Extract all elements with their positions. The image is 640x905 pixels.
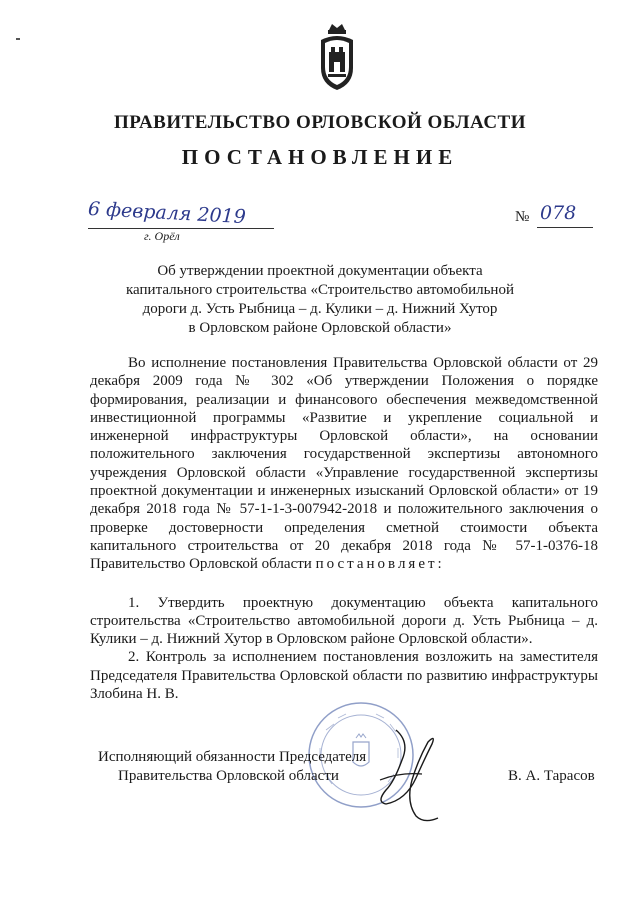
decree-item-1: 1. Утвердить проектную документацию объекта капитального строительства «Строительство автомобильной дороги д. Усть Рыбница – д. Кулики – д. Нижний Хутор в Орловском районе Орловской области». <box>90 594 598 648</box>
document-body <box>90 354 598 703</box>
city-label: г. Орёл <box>144 229 180 243</box>
subject-line: дороги д. Усть Рыбница – д. Кулики – д. Нижний Хутор <box>142 301 498 317</box>
handwritten-signature-icon <box>366 720 446 830</box>
orel-coat-of-arms-icon <box>319 22 355 92</box>
preamble-paragraph <box>90 354 598 574</box>
government-title: ПРАВИТЕЛЬСТВО ОРЛОВСКОЙ ОБЛАСТИ <box>113 112 526 133</box>
signatory-position-line-2: Правительства Орловской области <box>118 768 339 784</box>
subject-line: Об утверждении проектной документации объекта <box>157 263 483 279</box>
subject-line: в Орловском районе Орловской области» <box>188 320 452 336</box>
date-underline <box>88 228 274 229</box>
number-label: № <box>515 209 530 225</box>
document-subject <box>100 262 540 338</box>
preamble-text: Во исполнение постановления Правительства Орловской области от 29 декабря 2009 года № 302 «Об утверждении Положения о порядке формирования, реализации и финансового обеспечения межведомственной инвестиционной программы «Развитие и укрепление социальной и инженерной инфраструктуры Орловской области», на основании положительного заключения государственной экспертизы автономного учреждения Орловской области «Управление государственной экспертизы проектной документации и инженерных изысканий Орловской области» от 19 декабря 2018 года № 57-1-1-3-007942-2018 и положительного заключения о проверке достоверности определения сметной стоимости объекта капитального строительства от 20 декабря 2018 года № 57-1-0376-18 Правительство Орловской <box>90 355 598 573</box>
number-underline <box>537 227 593 228</box>
scan-mark-icon <box>16 38 22 42</box>
preamble-end: области <box>261 556 312 573</box>
document-type: ПОСТАНОВЛЕНИЕ <box>181 145 459 169</box>
signatory-position-line-1: Исполняющий обязанности Председателя <box>98 749 367 765</box>
handwritten-number: 078 <box>540 202 577 224</box>
decree-word: постановляет: <box>315 556 445 573</box>
handwritten-date: 6 февраля 2019 <box>87 197 247 229</box>
decree-item-2: 2. Контроль за исполнением постановления возложить на заместителя Председателя Правительства Орловской области по развитию инфраструктуры Злобина Н. В. <box>90 649 598 703</box>
signatory-name: В. А. Тарасов <box>508 768 595 784</box>
subject-line: капитального строительства «Строительство автомобильной <box>126 282 514 298</box>
